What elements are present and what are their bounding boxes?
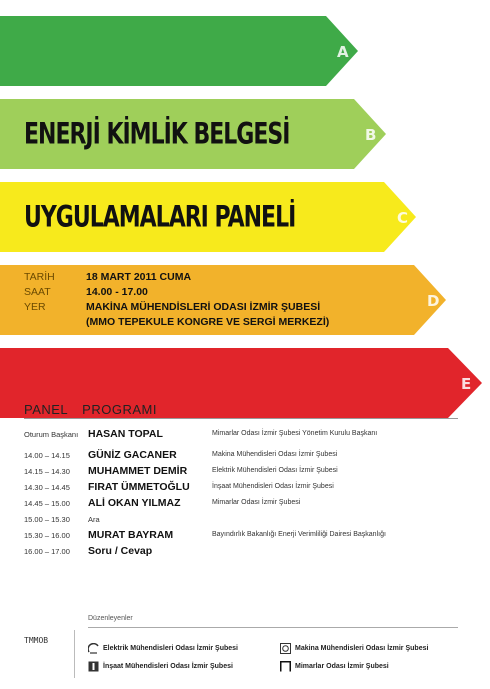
sponsor-mmo (280, 643, 428, 654)
sponsor-mo-label: Mimarlar Odası İzmir Şubesi (295, 663, 389, 670)
place-value-1: MAKİNA MÜHENDİSLERİ ODASI İZMİR ŞUBESİ (86, 301, 321, 313)
arrow-letter-c: C (397, 209, 409, 227)
organizers-vertical-rule (74, 630, 75, 678)
arrow-band-a (0, 16, 360, 86)
speaker-name: MURAT BAYRAM (88, 529, 174, 541)
program-heading-programi: PROGRAMI (82, 402, 157, 417)
program-heading-panel: PANEL (24, 402, 69, 417)
speaker-name: GÜNİZ GACANER (88, 449, 177, 461)
schedule-row (24, 497, 464, 511)
speaker-org: İnşaat Mühendisleri Odası İzmir Şubesi (212, 483, 334, 490)
organizers-divider (88, 627, 458, 628)
chair-row (24, 428, 464, 442)
tmmob-label: TMMOB (24, 636, 49, 645)
speaker-org: Bayındırlık Bakanlığı Enerji Verimliliği Dairesi Başkanlığı (212, 531, 386, 538)
schedule-row-break (24, 513, 464, 527)
sponsor-mo (280, 661, 389, 672)
schedule-time: 16.00 – 17.00 (24, 547, 70, 556)
schedule-time: 14.30 – 14.45 (24, 483, 70, 492)
chair-org: Mimarlar Odası İzmir Şubesi Yönetim Kurulu Başkanı (212, 430, 378, 437)
schedule-time: 14.00 – 14.15 (24, 451, 70, 460)
emo-logo-icon (88, 643, 99, 654)
time-value: 14.00 - 17.00 (86, 286, 148, 298)
schedule-row (24, 481, 464, 495)
place-value-2: (MMO TEPEKULE KONGRE VE SERGİ MERKEZİ) (86, 316, 330, 328)
schedule-row (24, 529, 464, 543)
sponsor-emo-label: Elektrik Mühendisleri Odası İzmir Şubesi (103, 645, 238, 652)
info-time-row (24, 286, 148, 298)
schedule-row (24, 465, 464, 479)
chair-name: HASAN TOPAL (88, 428, 163, 440)
schedule-time: 14.15 – 14.30 (24, 467, 70, 476)
schedule-time: 15.00 – 15.30 (24, 515, 70, 524)
time-label: SAAT (24, 286, 51, 298)
sponsor-imo-label: İnşaat Mühendisleri Odası İzmir Şubesi (103, 663, 233, 670)
sponsor-imo (88, 661, 233, 672)
program-divider (24, 418, 458, 419)
speaker-org: Makina Mühendisleri Odası İzmir Şubesi (212, 451, 338, 458)
speaker-org: Elektrik Mühendisleri Odası İzmir Şubesi (212, 467, 338, 474)
arrow-letter-e: E (461, 375, 472, 393)
speaker-name: FIRAT ÜMMETOĞLU (88, 481, 190, 493)
chair-label: Oturum Başkanı (24, 430, 79, 439)
speaker-name: ALİ OKAN YILMAZ (88, 497, 181, 509)
speaker-name: MUHAMMET DEMİR (88, 465, 188, 477)
arrow-letter-a: A (337, 43, 349, 61)
mmo-logo-icon (280, 643, 291, 654)
info-place-row (24, 301, 320, 313)
organizers-title: Düzenleyenler (88, 615, 133, 622)
info-place-row-2 (24, 316, 329, 328)
date-value: 18 MART 2011 CUMA (86, 271, 192, 283)
sponsor-emo (88, 643, 238, 654)
schedule-time: 15.30 – 16.00 (24, 531, 70, 540)
arrow-letter-d: D (427, 292, 440, 310)
schedule-time: 14.45 – 15.00 (24, 499, 70, 508)
break-label: Ara (88, 515, 100, 524)
schedule-row (24, 449, 464, 463)
info-date-row (24, 271, 191, 283)
mo-logo-icon (280, 661, 291, 672)
title-line-1: ENERJİ KİMLİK BELGESİ (24, 117, 290, 152)
schedule-row (24, 545, 464, 559)
speaker-org: Mimarlar Odası İzmir Şubesi (212, 499, 301, 506)
imo-logo-icon (88, 661, 99, 672)
qa-label: Soru / Cevap (88, 545, 153, 557)
date-label: TARİH (24, 271, 55, 283)
title-line-2: UYGULAMALARI PANELİ (24, 200, 296, 235)
program-heading (24, 402, 171, 417)
arrow-letter-b: B (365, 126, 377, 144)
place-label: YER (24, 301, 46, 313)
sponsor-mmo-label: Makina Mühendisleri Odası İzmir Şubesi (295, 645, 429, 652)
